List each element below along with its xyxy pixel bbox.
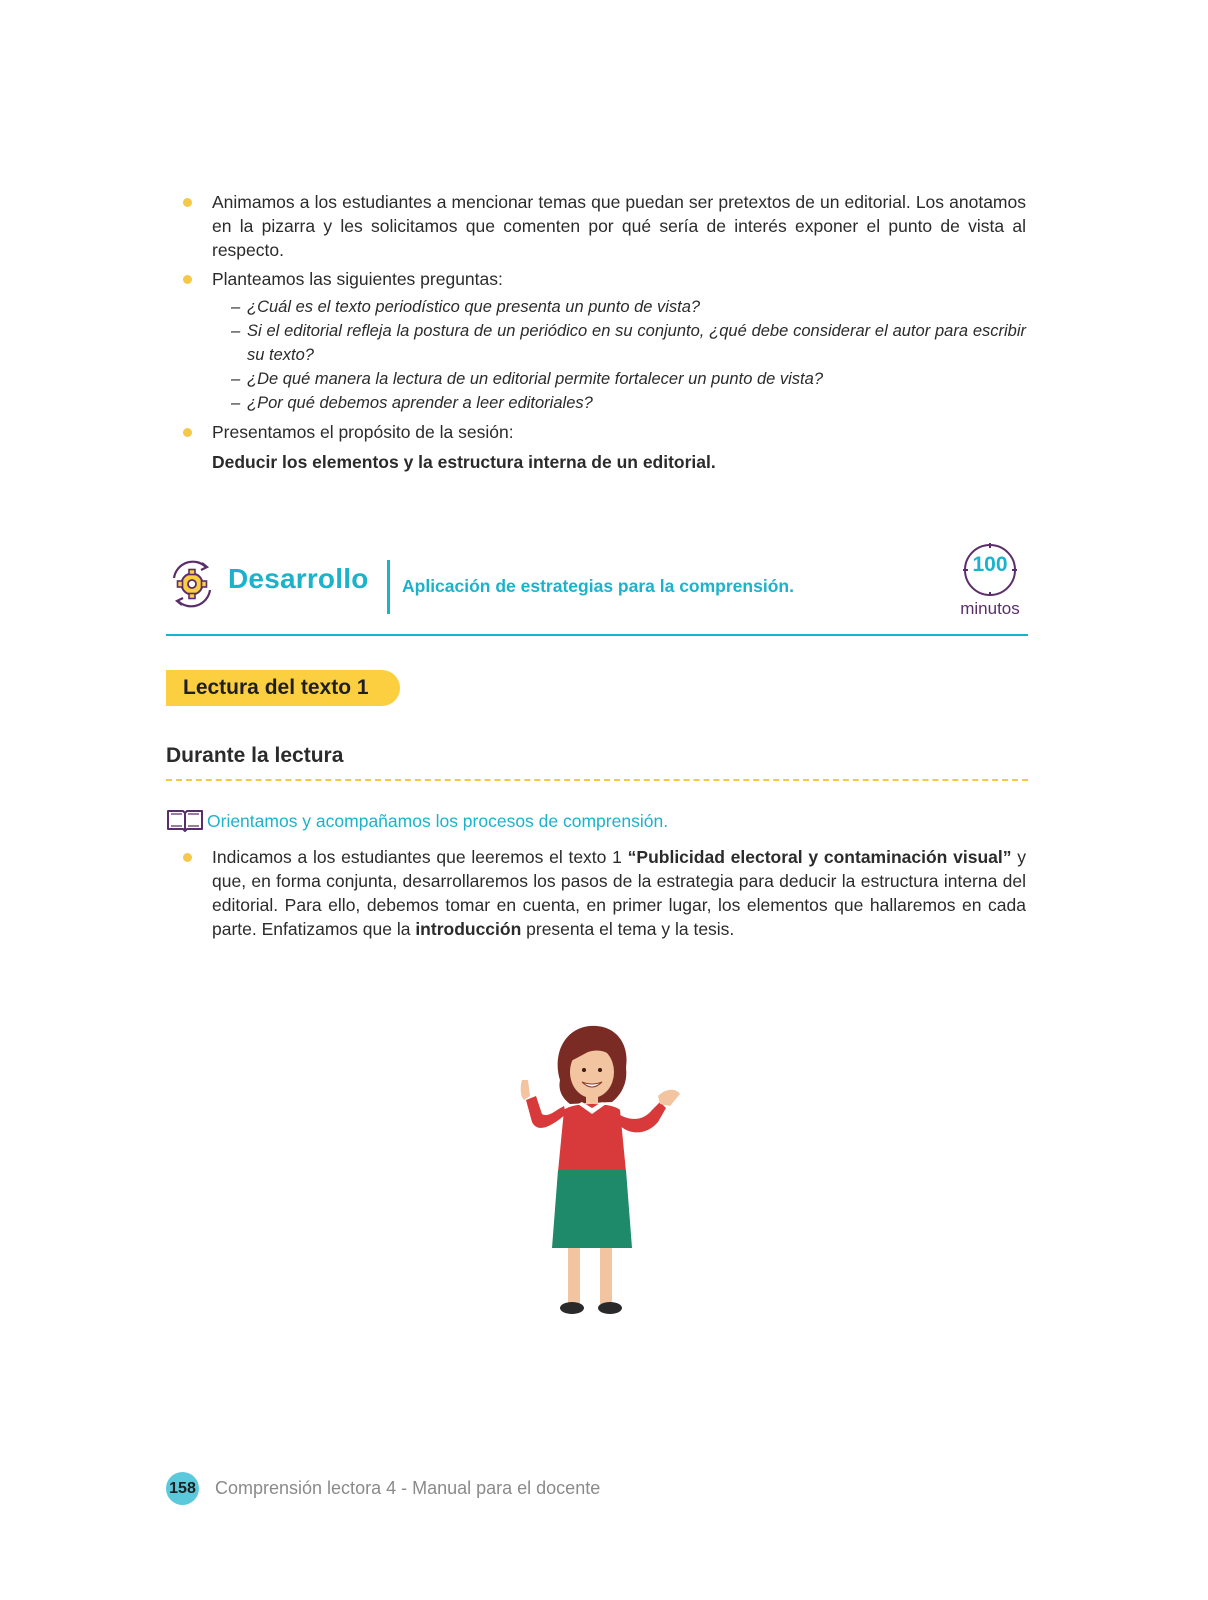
bullet-item [166,845,1026,941]
instruction-text-1: Indicamos a los estudiantes que leeremos el texto 1 [212,847,628,867]
footer-text: Comprensión lectora 4 - Manual para el docente [215,1478,601,1498]
question-item: – ¿Por qué debemos aprender a leer editoriales? [231,391,1026,415]
bullet-dot-icon [183,198,192,207]
question-item: – Si el editorial refleja la postura de un periódico en su conjunto, ¿qué debe considerar el autor para escribir su texto? [231,319,1026,367]
session-purpose: Deducir los elementos y la estructura interna de un editorial. [212,452,716,472]
gear-cycle-icon [166,558,218,610]
bullet-item [166,190,1026,262]
header-separator [387,560,390,614]
section-divider [166,634,1028,636]
keyword-introduccion: introducción [415,919,522,939]
bullet-text: Animamos a los estudiantes a mencionar temas que puedan ser pretextos de un editorial. Los anotamos en la pizarra y les solicitamos que comenten por qué sería de interés exponer el punto de vista al respecto. [212,192,1026,260]
bullet-text: Presentamos el propósito de la sesión: [212,422,514,442]
page-number: 158 [166,1472,199,1505]
section-title-desarrollo: Desarrollo [228,563,369,594]
instruction-text-2: y que, en forma conjunta, desarrollaremos los pasos de la estrategia para deducir la estructura interna del editorial. Para ello, debemos tomar en cuenta, en primer lugar, los elementos que hallaremos en cada parte. Enfatizamos que la [212,847,1027,939]
bullet-dot-icon [183,275,192,284]
section-subtitle: Aplicación de estrategias para la comprensión. [402,576,794,596]
intro-bullet-list [166,190,1026,474]
duration-value: 100 [972,553,1008,576]
dashed-divider [166,779,1028,781]
bullet-item [166,267,1026,415]
bullet-dot-icon [183,853,192,862]
instruction-text-3: presenta el tema y la tesis. [521,919,735,939]
question-list [212,295,1026,415]
question-item: – ¿De qué manera la lectura de un editorial permite fortalecer un punto de vista? [231,367,1026,391]
teacher-illustration [508,1022,688,1322]
instruction-list [166,845,1026,941]
reading-label-pill: Lectura del texto 1 [166,670,400,706]
text-title: “Publicidad electoral y contaminación visual” [627,847,1012,867]
bullet-text: Planteamos las siguientes preguntas: [212,269,503,289]
question-item: – ¿Cuál es el texto periodístico que presenta un punto de vista? [231,295,1026,319]
bullet-item [166,420,1026,444]
bullet-dot-icon [183,428,192,437]
subsection-title: Durante la lectura [166,744,344,767]
duration-unit: minutos [960,599,1020,618]
guidance-text: Orientamos y acompañamos los procesos de comprensión. [207,811,669,831]
open-book-icon [166,808,204,832]
